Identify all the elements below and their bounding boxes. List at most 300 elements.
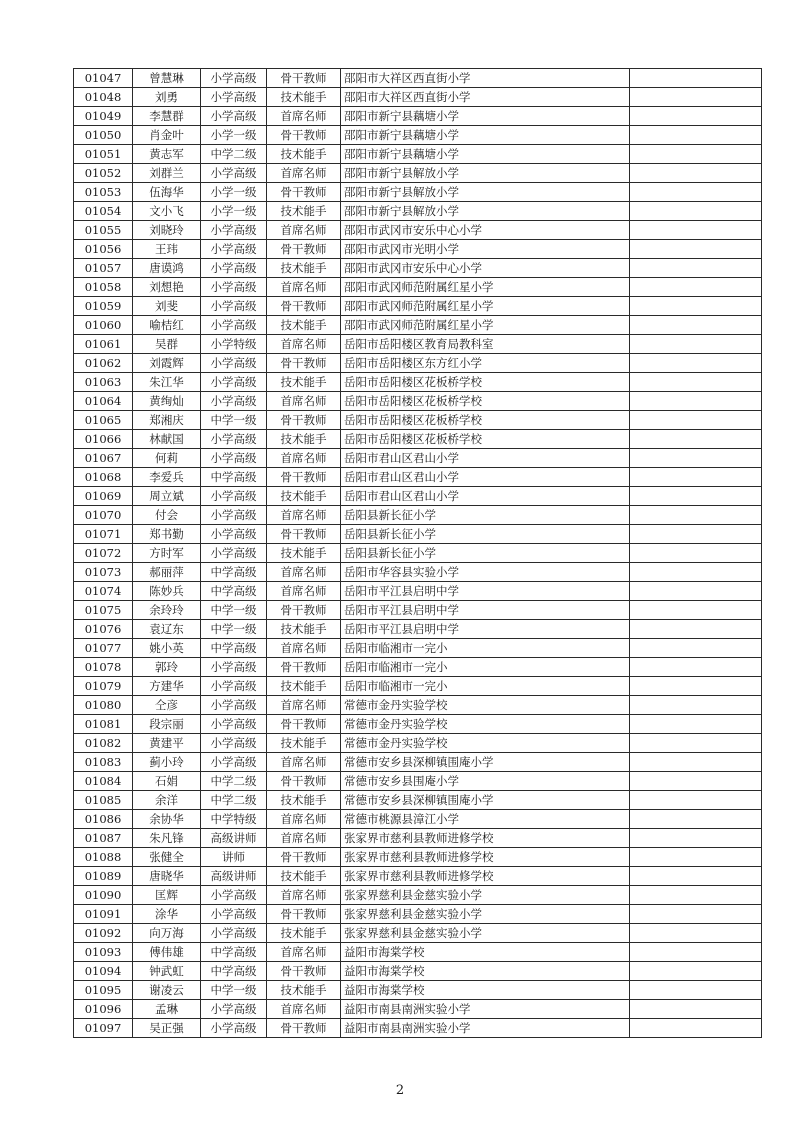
- teacher-name-cell: 孟琳: [133, 1000, 201, 1019]
- remarks-cell: [630, 582, 762, 601]
- record-id-cell: 01067: [74, 449, 133, 468]
- table-row: [74, 924, 762, 943]
- honor-category-cell: 骨干教师: [267, 658, 341, 677]
- professional-title-cell: 小学高级: [201, 164, 267, 183]
- table-row: [74, 202, 762, 221]
- teacher-name-cell: 李慧群: [133, 107, 201, 126]
- teacher-name-cell: 付会: [133, 506, 201, 525]
- record-id-cell: 01068: [74, 468, 133, 487]
- school-cell: 张家界市慈利县教师进修学校: [341, 829, 630, 848]
- table-row: [74, 962, 762, 981]
- record-id-cell: 01049: [74, 107, 133, 126]
- record-id-cell: 01052: [74, 164, 133, 183]
- table-row: [74, 259, 762, 278]
- teacher-name-cell: 文小飞: [133, 202, 201, 221]
- record-id-cell: 01074: [74, 582, 133, 601]
- school-cell: 岳阳县新长征小学: [341, 525, 630, 544]
- honor-category-cell: 技术能手: [267, 316, 341, 335]
- remarks-cell: [630, 886, 762, 905]
- remarks-cell: [630, 278, 762, 297]
- remarks-cell: [630, 164, 762, 183]
- record-id-cell: 01089: [74, 867, 133, 886]
- school-cell: 岳阳市华容县实验小学: [341, 563, 630, 582]
- table-row: [74, 791, 762, 810]
- remarks-cell: [630, 772, 762, 791]
- table-row: [74, 164, 762, 183]
- honor-category-cell: 首席名师: [267, 886, 341, 905]
- remarks-cell: [630, 468, 762, 487]
- school-cell: 张家界慈利县金慈实验小学: [341, 924, 630, 943]
- honor-category-cell: 技术能手: [267, 981, 341, 1000]
- table-row: [74, 810, 762, 829]
- honor-category-cell: 骨干教师: [267, 354, 341, 373]
- professional-title-cell: 小学高级: [201, 107, 267, 126]
- school-cell: 常德市金丹实验学校: [341, 715, 630, 734]
- professional-title-cell: 小学一级: [201, 126, 267, 145]
- teacher-name-cell: 喻桔红: [133, 316, 201, 335]
- table-row: [74, 905, 762, 924]
- record-id-cell: 01080: [74, 696, 133, 715]
- professional-title-cell: 小学高级: [201, 278, 267, 297]
- teacher-name-cell: 陈妙兵: [133, 582, 201, 601]
- school-cell: 常德市安乡县深柳镇围庵小学: [341, 753, 630, 772]
- roster-body: [74, 69, 762, 1038]
- honor-category-cell: 技术能手: [267, 791, 341, 810]
- teacher-name-cell: 朱江华: [133, 373, 201, 392]
- school-cell: 岳阳市岳阳楼区花板桥学校: [341, 411, 630, 430]
- record-id-cell: 01054: [74, 202, 133, 221]
- school-cell: 邵阳市新宁县藕塘小学: [341, 107, 630, 126]
- professional-title-cell: 讲师: [201, 848, 267, 867]
- table-row: [74, 316, 762, 335]
- school-cell: 常德市安乡县围庵小学: [341, 772, 630, 791]
- record-id-cell: 01057: [74, 259, 133, 278]
- table-row: [74, 1019, 762, 1038]
- record-id-cell: 01090: [74, 886, 133, 905]
- table-row: [74, 601, 762, 620]
- honor-category-cell: 首席名师: [267, 829, 341, 848]
- remarks-cell: [630, 829, 762, 848]
- honor-category-cell: 骨干教师: [267, 240, 341, 259]
- honor-category-cell: 首席名师: [267, 449, 341, 468]
- remarks-cell: [630, 1000, 762, 1019]
- remarks-cell: [630, 962, 762, 981]
- remarks-cell: [630, 202, 762, 221]
- record-id-cell: 01084: [74, 772, 133, 791]
- record-id-cell: 01053: [74, 183, 133, 202]
- record-id-cell: 01086: [74, 810, 133, 829]
- professional-title-cell: 中学一级: [201, 601, 267, 620]
- remarks-cell: [630, 905, 762, 924]
- record-id-cell: 01062: [74, 354, 133, 373]
- remarks-cell: [630, 392, 762, 411]
- teacher-name-cell: 郝丽萍: [133, 563, 201, 582]
- honor-category-cell: 技术能手: [267, 544, 341, 563]
- professional-title-cell: 小学高级: [201, 88, 267, 107]
- teacher-name-cell: 朱凡锋: [133, 829, 201, 848]
- remarks-cell: [630, 525, 762, 544]
- record-id-cell: 01055: [74, 221, 133, 240]
- school-cell: 岳阳市临湘市一完小: [341, 658, 630, 677]
- teacher-name-cell: 黄建平: [133, 734, 201, 753]
- school-cell: 邵阳市大祥区西直街小学: [341, 69, 630, 88]
- school-cell: 岳阳市平江县启明中学: [341, 620, 630, 639]
- record-id-cell: 01097: [74, 1019, 133, 1038]
- professional-title-cell: 小学高级: [201, 924, 267, 943]
- honor-category-cell: 首席名师: [267, 639, 341, 658]
- professional-title-cell: 小学高级: [201, 392, 267, 411]
- teacher-name-cell: 吴群: [133, 335, 201, 354]
- school-cell: 岳阳县新长征小学: [341, 506, 630, 525]
- record-id-cell: 01079: [74, 677, 133, 696]
- record-id-cell: 01047: [74, 69, 133, 88]
- table-row: [74, 582, 762, 601]
- honor-category-cell: 骨干教师: [267, 1019, 341, 1038]
- remarks-cell: [630, 259, 762, 278]
- teacher-name-cell: 余协华: [133, 810, 201, 829]
- school-cell: 益阳市南县南洲实验小学: [341, 1019, 630, 1038]
- school-cell: 邵阳市新宁县藕塘小学: [341, 145, 630, 164]
- table-row: [74, 240, 762, 259]
- record-id-cell: 01082: [74, 734, 133, 753]
- record-id-cell: 01058: [74, 278, 133, 297]
- table-row: [74, 943, 762, 962]
- record-id-cell: 01059: [74, 297, 133, 316]
- school-cell: 邵阳市武冈师范附属红星小学: [341, 316, 630, 335]
- table-row: [74, 734, 762, 753]
- record-id-cell: 01060: [74, 316, 133, 335]
- school-cell: 张家界慈利县金慈实验小学: [341, 886, 630, 905]
- professional-title-cell: 小学高级: [201, 297, 267, 316]
- table-row: [74, 107, 762, 126]
- remarks-cell: [630, 639, 762, 658]
- teacher-name-cell: 谢凌云: [133, 981, 201, 1000]
- teacher-name-cell: 匡辉: [133, 886, 201, 905]
- page-number: 2: [395, 1083, 405, 1098]
- table-row: [74, 335, 762, 354]
- school-cell: 岳阳市岳阳楼区花板桥学校: [341, 430, 630, 449]
- honor-category-cell: 技术能手: [267, 259, 341, 278]
- remarks-cell: [630, 563, 762, 582]
- remarks-cell: [630, 69, 762, 88]
- honor-category-cell: 首席名师: [267, 582, 341, 601]
- record-id-cell: 01087: [74, 829, 133, 848]
- teacher-name-cell: 涂华: [133, 905, 201, 924]
- professional-title-cell: 中学二级: [201, 791, 267, 810]
- teacher-name-cell: 吴正强: [133, 1019, 201, 1038]
- record-id-cell: 01066: [74, 430, 133, 449]
- professional-title-cell: 小学高级: [201, 69, 267, 88]
- teacher-name-cell: 何莉: [133, 449, 201, 468]
- record-id-cell: 01078: [74, 658, 133, 677]
- honor-category-cell: 首席名师: [267, 107, 341, 126]
- honor-category-cell: 技术能手: [267, 620, 341, 639]
- table-row: [74, 126, 762, 145]
- record-id-cell: 01071: [74, 525, 133, 544]
- remarks-cell: [630, 506, 762, 525]
- remarks-cell: [630, 658, 762, 677]
- school-cell: 岳阳市临湘市一完小: [341, 677, 630, 696]
- honor-category-cell: 首席名师: [267, 392, 341, 411]
- professional-title-cell: 高级讲师: [201, 867, 267, 886]
- professional-title-cell: 小学一级: [201, 183, 267, 202]
- honor-category-cell: 骨干教师: [267, 69, 341, 88]
- teacher-name-cell: 唐谟鸿: [133, 259, 201, 278]
- teacher-name-cell: 黄绚灿: [133, 392, 201, 411]
- school-cell: 邵阳市武冈市安乐中心小学: [341, 221, 630, 240]
- table-row: [74, 563, 762, 582]
- honor-category-cell: 技术能手: [267, 487, 341, 506]
- professional-title-cell: 小学高级: [201, 1000, 267, 1019]
- professional-title-cell: 中学高级: [201, 943, 267, 962]
- remarks-cell: [630, 924, 762, 943]
- professional-title-cell: 小学高级: [201, 886, 267, 905]
- record-id-cell: 01096: [74, 1000, 133, 1019]
- table-row: [74, 620, 762, 639]
- record-id-cell: 01075: [74, 601, 133, 620]
- honor-category-cell: 骨干教师: [267, 905, 341, 924]
- table-row: [74, 88, 762, 107]
- honor-category-cell: 技术能手: [267, 202, 341, 221]
- table-row: [74, 392, 762, 411]
- honor-category-cell: 首席名师: [267, 221, 341, 240]
- honor-category-cell: 首席名师: [267, 753, 341, 772]
- school-cell: 岳阳市平江县启明中学: [341, 601, 630, 620]
- record-id-cell: 01051: [74, 145, 133, 164]
- record-id-cell: 01083: [74, 753, 133, 772]
- roster-table: [73, 68, 762, 1038]
- remarks-cell: [630, 867, 762, 886]
- record-id-cell: 01050: [74, 126, 133, 145]
- school-cell: 常德市金丹实验学校: [341, 734, 630, 753]
- teacher-name-cell: 郭玲: [133, 658, 201, 677]
- school-cell: 邵阳市武冈市安乐中心小学: [341, 259, 630, 278]
- remarks-cell: [630, 354, 762, 373]
- table-row: [74, 468, 762, 487]
- table-row: [74, 297, 762, 316]
- school-cell: 邵阳市武冈师范附属红星小学: [341, 278, 630, 297]
- remarks-cell: [630, 240, 762, 259]
- honor-category-cell: 技术能手: [267, 677, 341, 696]
- professional-title-cell: 中学高级: [201, 582, 267, 601]
- remarks-cell: [630, 221, 762, 240]
- honor-category-cell: 技术能手: [267, 734, 341, 753]
- honor-category-cell: 技术能手: [267, 867, 341, 886]
- honor-category-cell: 首席名师: [267, 1000, 341, 1019]
- honor-category-cell: 骨干教师: [267, 962, 341, 981]
- professional-title-cell: 小学高级: [201, 316, 267, 335]
- remarks-cell: [630, 734, 762, 753]
- school-cell: 常德市桃源县漳江小学: [341, 810, 630, 829]
- record-id-cell: 01069: [74, 487, 133, 506]
- school-cell: 岳阳市平江县启明中学: [341, 582, 630, 601]
- remarks-cell: [630, 943, 762, 962]
- record-id-cell: 01056: [74, 240, 133, 259]
- teacher-name-cell: 姚小英: [133, 639, 201, 658]
- table-row: [74, 221, 762, 240]
- honor-category-cell: 首席名师: [267, 164, 341, 183]
- remarks-cell: [630, 449, 762, 468]
- teacher-name-cell: 郑书勤: [133, 525, 201, 544]
- record-id-cell: 01063: [74, 373, 133, 392]
- professional-title-cell: 中学二级: [201, 145, 267, 164]
- professional-title-cell: 小学高级: [201, 734, 267, 753]
- table-row: [74, 886, 762, 905]
- honor-category-cell: 首席名师: [267, 563, 341, 582]
- professional-title-cell: 小学高级: [201, 715, 267, 734]
- honor-category-cell: 首席名师: [267, 335, 341, 354]
- school-cell: 岳阳市岳阳楼区东方红小学: [341, 354, 630, 373]
- teacher-name-cell: 余洋: [133, 791, 201, 810]
- school-cell: 岳阳市岳阳楼区花板桥学校: [341, 392, 630, 411]
- school-cell: 邵阳市武冈师范附属红星小学: [341, 297, 630, 316]
- professional-title-cell: 小学高级: [201, 506, 267, 525]
- teacher-name-cell: 袁辽东: [133, 620, 201, 639]
- school-cell: 邵阳市武冈市光明小学: [341, 240, 630, 259]
- school-cell: 邵阳市大祥区西直街小学: [341, 88, 630, 107]
- remarks-cell: [630, 145, 762, 164]
- school-cell: 岳阳市岳阳楼区教育局教科室: [341, 335, 630, 354]
- remarks-cell: [630, 1019, 762, 1038]
- school-cell: 张家界市慈利县教师进修学校: [341, 867, 630, 886]
- teacher-name-cell: 黄志军: [133, 145, 201, 164]
- record-id-cell: 01077: [74, 639, 133, 658]
- professional-title-cell: 中学特级: [201, 810, 267, 829]
- record-id-cell: 01085: [74, 791, 133, 810]
- remarks-cell: [630, 696, 762, 715]
- honor-category-cell: 技术能手: [267, 88, 341, 107]
- table-row: [74, 753, 762, 772]
- honor-category-cell: 骨干教师: [267, 715, 341, 734]
- honor-category-cell: 首席名师: [267, 810, 341, 829]
- record-id-cell: 01064: [74, 392, 133, 411]
- remarks-cell: [630, 411, 762, 430]
- table-row: [74, 677, 762, 696]
- table-row: [74, 867, 762, 886]
- professional-title-cell: 小学高级: [201, 525, 267, 544]
- table-row: [74, 772, 762, 791]
- professional-title-cell: 中学高级: [201, 468, 267, 487]
- professional-title-cell: 小学特级: [201, 335, 267, 354]
- record-id-cell: 01070: [74, 506, 133, 525]
- professional-title-cell: 中学二级: [201, 772, 267, 791]
- remarks-cell: [630, 677, 762, 696]
- professional-title-cell: 小学高级: [201, 905, 267, 924]
- teacher-name-cell: 唐晓华: [133, 867, 201, 886]
- teacher-name-cell: 周立斌: [133, 487, 201, 506]
- honor-category-cell: 骨干教师: [267, 848, 341, 867]
- professional-title-cell: 小学一级: [201, 202, 267, 221]
- remarks-cell: [630, 981, 762, 1000]
- teacher-name-cell: 刘霞辉: [133, 354, 201, 373]
- professional-title-cell: 小学高级: [201, 1019, 267, 1038]
- professional-title-cell: 小学高级: [201, 544, 267, 563]
- remarks-cell: [630, 316, 762, 335]
- school-cell: 岳阳市岳阳楼区花板桥学校: [341, 373, 630, 392]
- record-id-cell: 01048: [74, 88, 133, 107]
- teacher-name-cell: 刘斐: [133, 297, 201, 316]
- honor-category-cell: 骨干教师: [267, 468, 341, 487]
- school-cell: 邵阳市新宁县解放小学: [341, 183, 630, 202]
- school-cell: 岳阳市临湘市一完小: [341, 639, 630, 658]
- teacher-name-cell: 向万海: [133, 924, 201, 943]
- teacher-name-cell: 石娟: [133, 772, 201, 791]
- school-cell: 常德市安乡县深柳镇围庵小学: [341, 791, 630, 810]
- remarks-cell: [630, 487, 762, 506]
- professional-title-cell: 中学一级: [201, 411, 267, 430]
- professional-title-cell: 小学高级: [201, 373, 267, 392]
- honor-category-cell: 骨干教师: [267, 601, 341, 620]
- table-row: [74, 525, 762, 544]
- professional-title-cell: 小学高级: [201, 430, 267, 449]
- remarks-cell: [630, 88, 762, 107]
- record-id-cell: 01073: [74, 563, 133, 582]
- teacher-name-cell: 林献国: [133, 430, 201, 449]
- school-cell: 张家界市慈利县教师进修学校: [341, 848, 630, 867]
- school-cell: 岳阳县新长征小学: [341, 544, 630, 563]
- remarks-cell: [630, 848, 762, 867]
- teacher-name-cell: 刘想艳: [133, 278, 201, 297]
- professional-title-cell: 小学高级: [201, 221, 267, 240]
- record-id-cell: 01081: [74, 715, 133, 734]
- honor-category-cell: 技术能手: [267, 430, 341, 449]
- teacher-name-cell: 曾慧琳: [133, 69, 201, 88]
- professional-title-cell: 小学高级: [201, 354, 267, 373]
- table-row: [74, 278, 762, 297]
- teacher-name-cell: 余玲玲: [133, 601, 201, 620]
- honor-category-cell: 首席名师: [267, 506, 341, 525]
- school-cell: 岳阳市君山区君山小学: [341, 468, 630, 487]
- professional-title-cell: 高级讲师: [201, 829, 267, 848]
- honor-category-cell: 首席名师: [267, 943, 341, 962]
- table-row: [74, 715, 762, 734]
- honor-category-cell: 骨干教师: [267, 525, 341, 544]
- table-row: [74, 69, 762, 88]
- table-row: [74, 373, 762, 392]
- professional-title-cell: 中学高级: [201, 563, 267, 582]
- teacher-name-cell: 张健全: [133, 848, 201, 867]
- remarks-cell: [630, 107, 762, 126]
- table-row: [74, 658, 762, 677]
- school-cell: 邵阳市新宁县解放小学: [341, 202, 630, 221]
- remarks-cell: [630, 620, 762, 639]
- table-row: [74, 848, 762, 867]
- table-row: [74, 430, 762, 449]
- table-row: [74, 354, 762, 373]
- honor-category-cell: 技术能手: [267, 145, 341, 164]
- teacher-name-cell: 伍海华: [133, 183, 201, 202]
- professional-title-cell: 小学高级: [201, 753, 267, 772]
- teacher-name-cell: 李爱兵: [133, 468, 201, 487]
- table-row: [74, 981, 762, 1000]
- professional-title-cell: 中学高级: [201, 962, 267, 981]
- teacher-name-cell: 郑湘庆: [133, 411, 201, 430]
- teacher-name-cell: 方时军: [133, 544, 201, 563]
- record-id-cell: 01092: [74, 924, 133, 943]
- teacher-name-cell: 仝彦: [133, 696, 201, 715]
- table-row: [74, 145, 762, 164]
- remarks-cell: [630, 715, 762, 734]
- record-id-cell: 01076: [74, 620, 133, 639]
- honor-category-cell: 技术能手: [267, 924, 341, 943]
- remarks-cell: [630, 297, 762, 316]
- teacher-name-cell: 蓟小玲: [133, 753, 201, 772]
- table-row: [74, 1000, 762, 1019]
- record-id-cell: 01061: [74, 335, 133, 354]
- professional-title-cell: 中学高级: [201, 639, 267, 658]
- table-row: [74, 487, 762, 506]
- teacher-name-cell: 方建华: [133, 677, 201, 696]
